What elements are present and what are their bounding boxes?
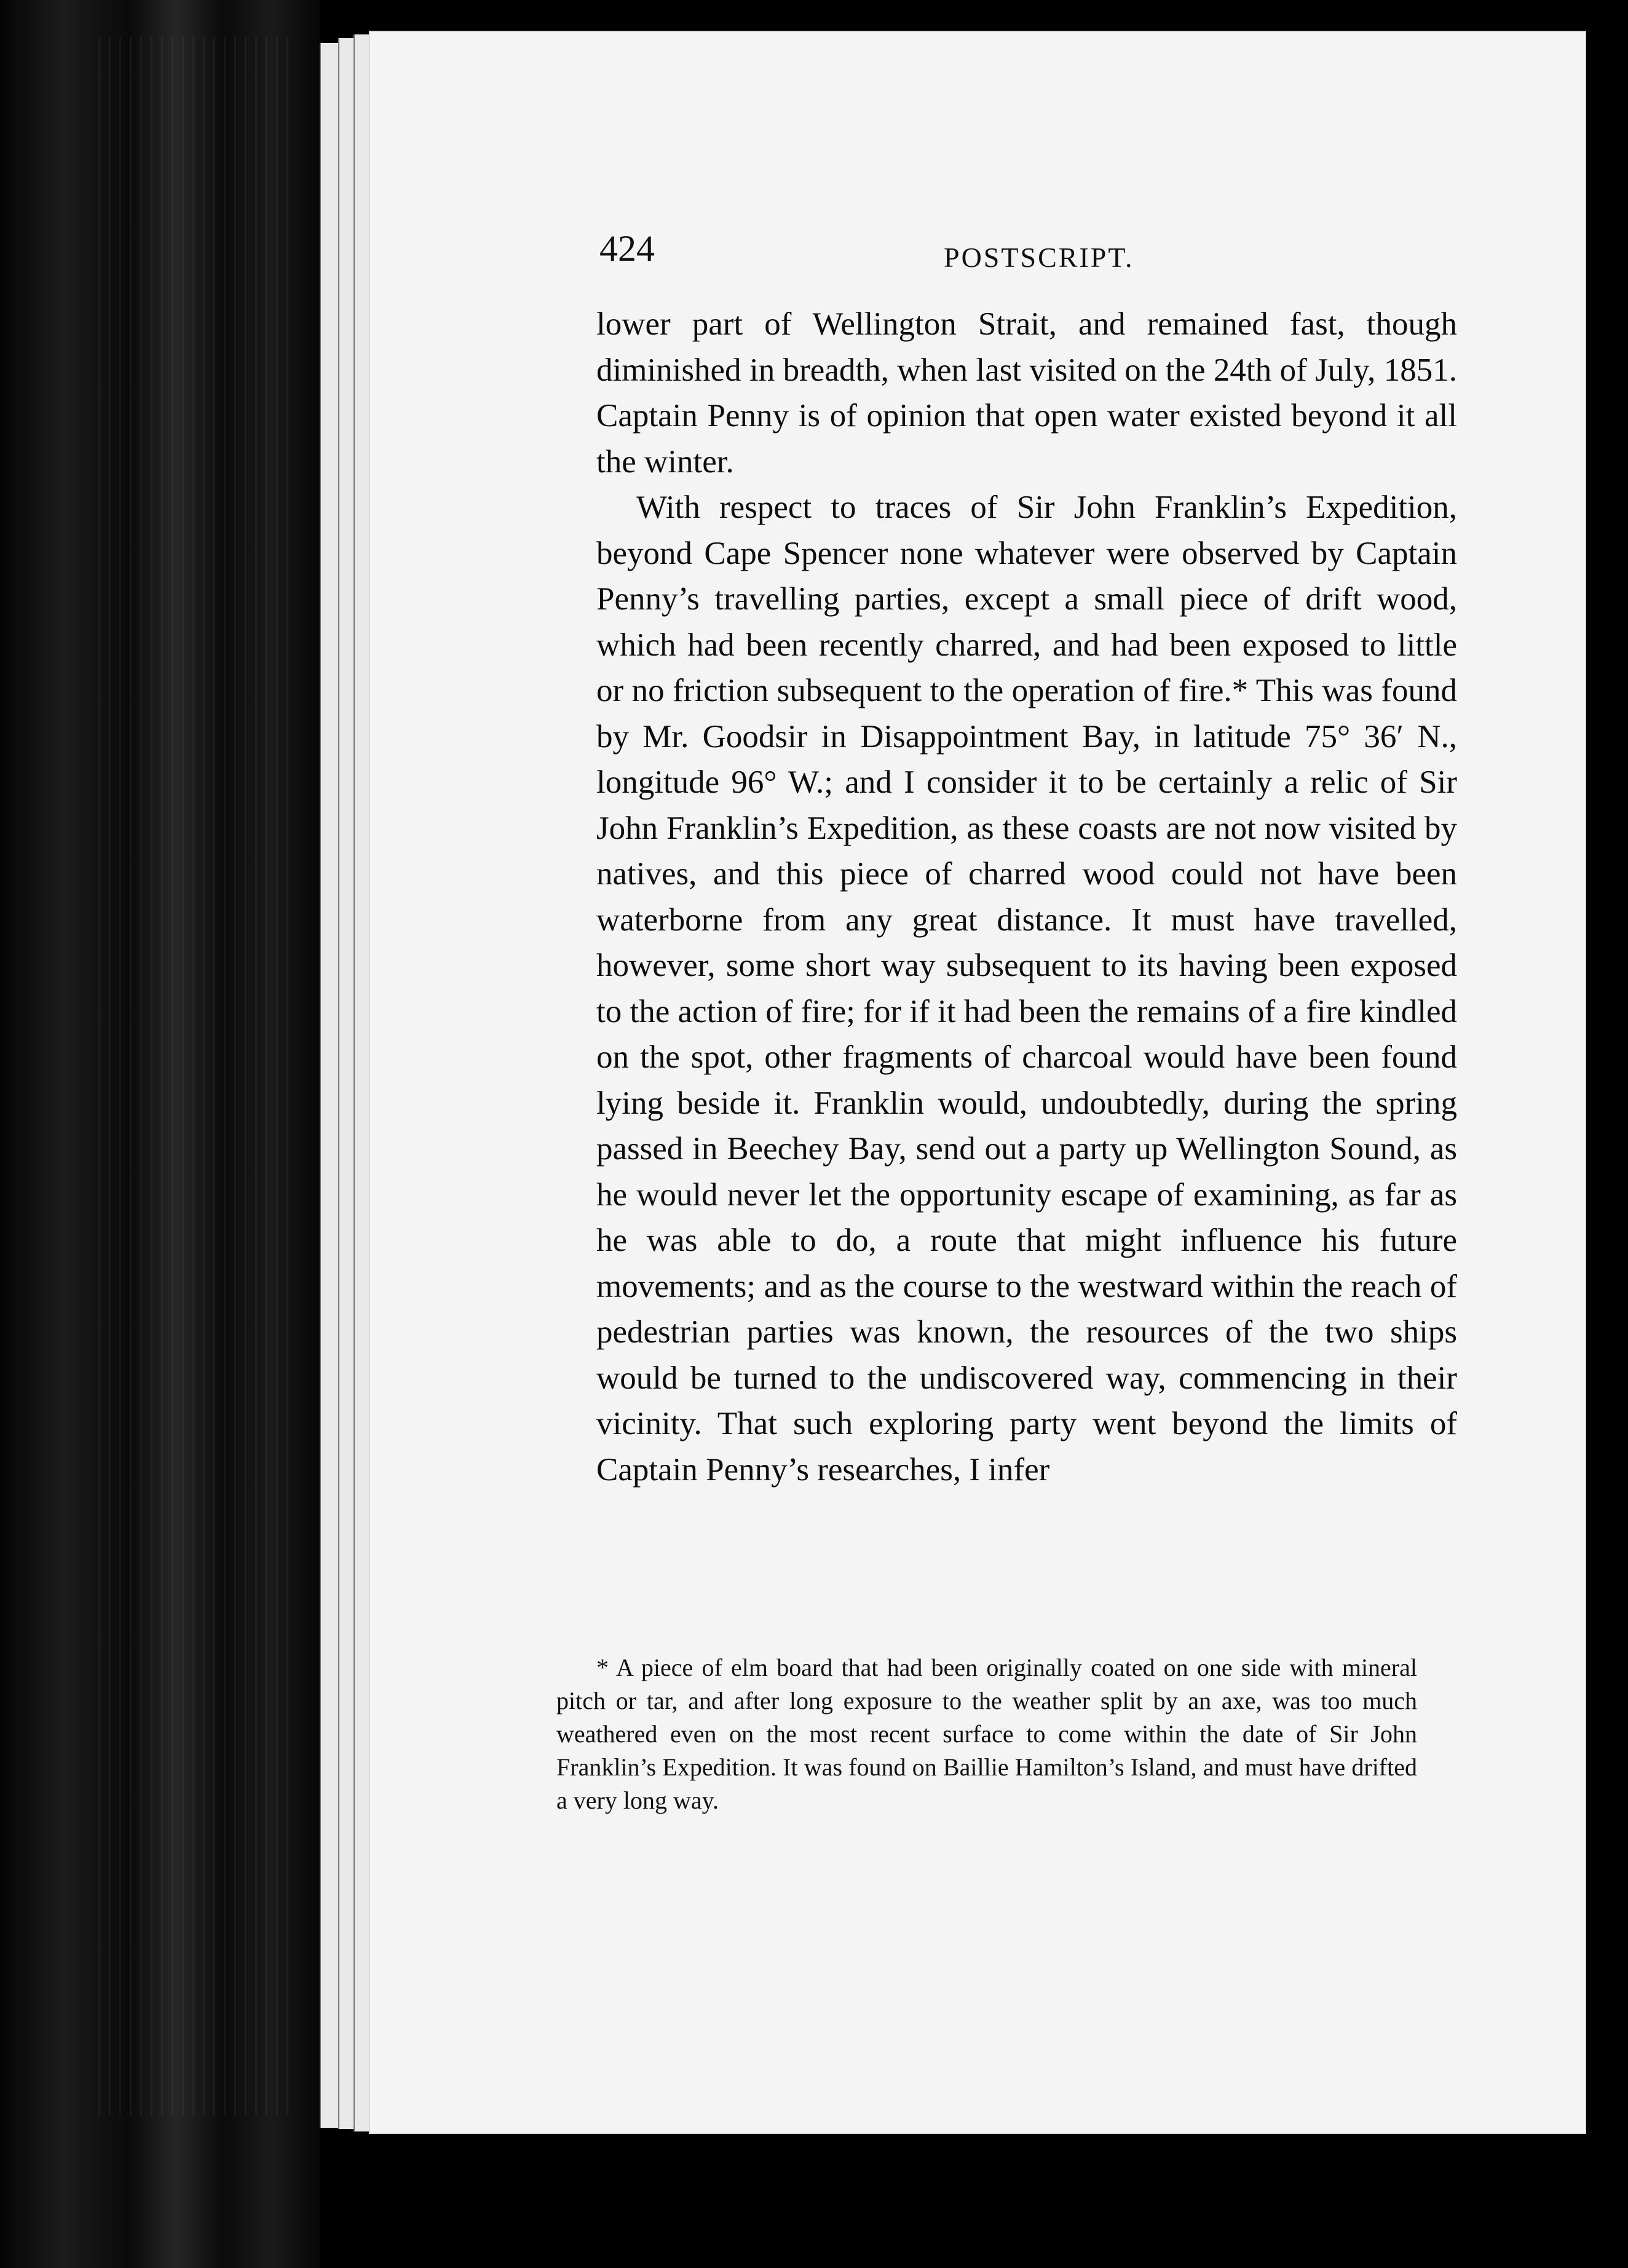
page-edge [338,38,355,2129]
footnote [556,1651,1417,1817]
page-edge [354,34,370,2131]
paragraph: lower part of Wellington Strait, and remained fast, though diminished in breadth, when last visited on the 24th of July, 1851. Captain Penny is of opinion that open water existed beyond it all the winter. [596,306,1457,480]
page-edge [320,43,339,2128]
right-margin-shadow [1586,0,1628,2268]
page-header [599,228,1509,295]
body-text [596,301,1457,1493]
binding-texture [98,37,295,2115]
footnote-text: * A piece of elm board that had been originally coated on one side with mineral pitch or tar, and after long exposure to the weather split by an axe, was too much weathered even on the most recent surface to come within the date of Sir John Franklin’s Expedition. It was found on Baillie Hamilton’s Island, and must have drifted a very long way. [556,1654,1417,1814]
book-page [369,31,1586,2134]
running-head: POSTSCRIPT. [944,242,1134,273]
paragraph: With respect to traces of Sir John Franklin’s Expedition, beyond Cape Spencer none whatever were observed by Captain Penny’s travelling parties, except a small piece of drift wood, which had been recently charred, and had been exposed to little or no friction subsequent to the operation of fire.* This was found by Mr. Goodsir in Disappointment Bay, in latitude 75° 36′ N., longitude 96° W.; and I consider it to be certainly a relic of Sir John Franklin’s Expedition, as these coasts are not now visited by natives, and this piece of charred wood could not have been waterborne from any great distance. It must have travelled, however, some short way subsequent to its having been exposed to the action of fire; for if it had been the remains of a fire kindled on the spot, other fragments of charcoal would have been found lying beside it. Franklin would, undoubtedly, during the spring passed in Beechey Bay, send out a party up Wellington Sound, as he would never let the opportunity escape of examining, as far as he was able to do, a route that might influence his future movements; and as the course to the westward within the reach of pedestrian parties was known, the resources of the two ships would be turned to the undiscovered way, commencing in their vicinity. That such exploring party went beyond the limits of Captain Penny’s researches, I infer [596,490,1457,1488]
page-number: 424 [599,228,655,269]
